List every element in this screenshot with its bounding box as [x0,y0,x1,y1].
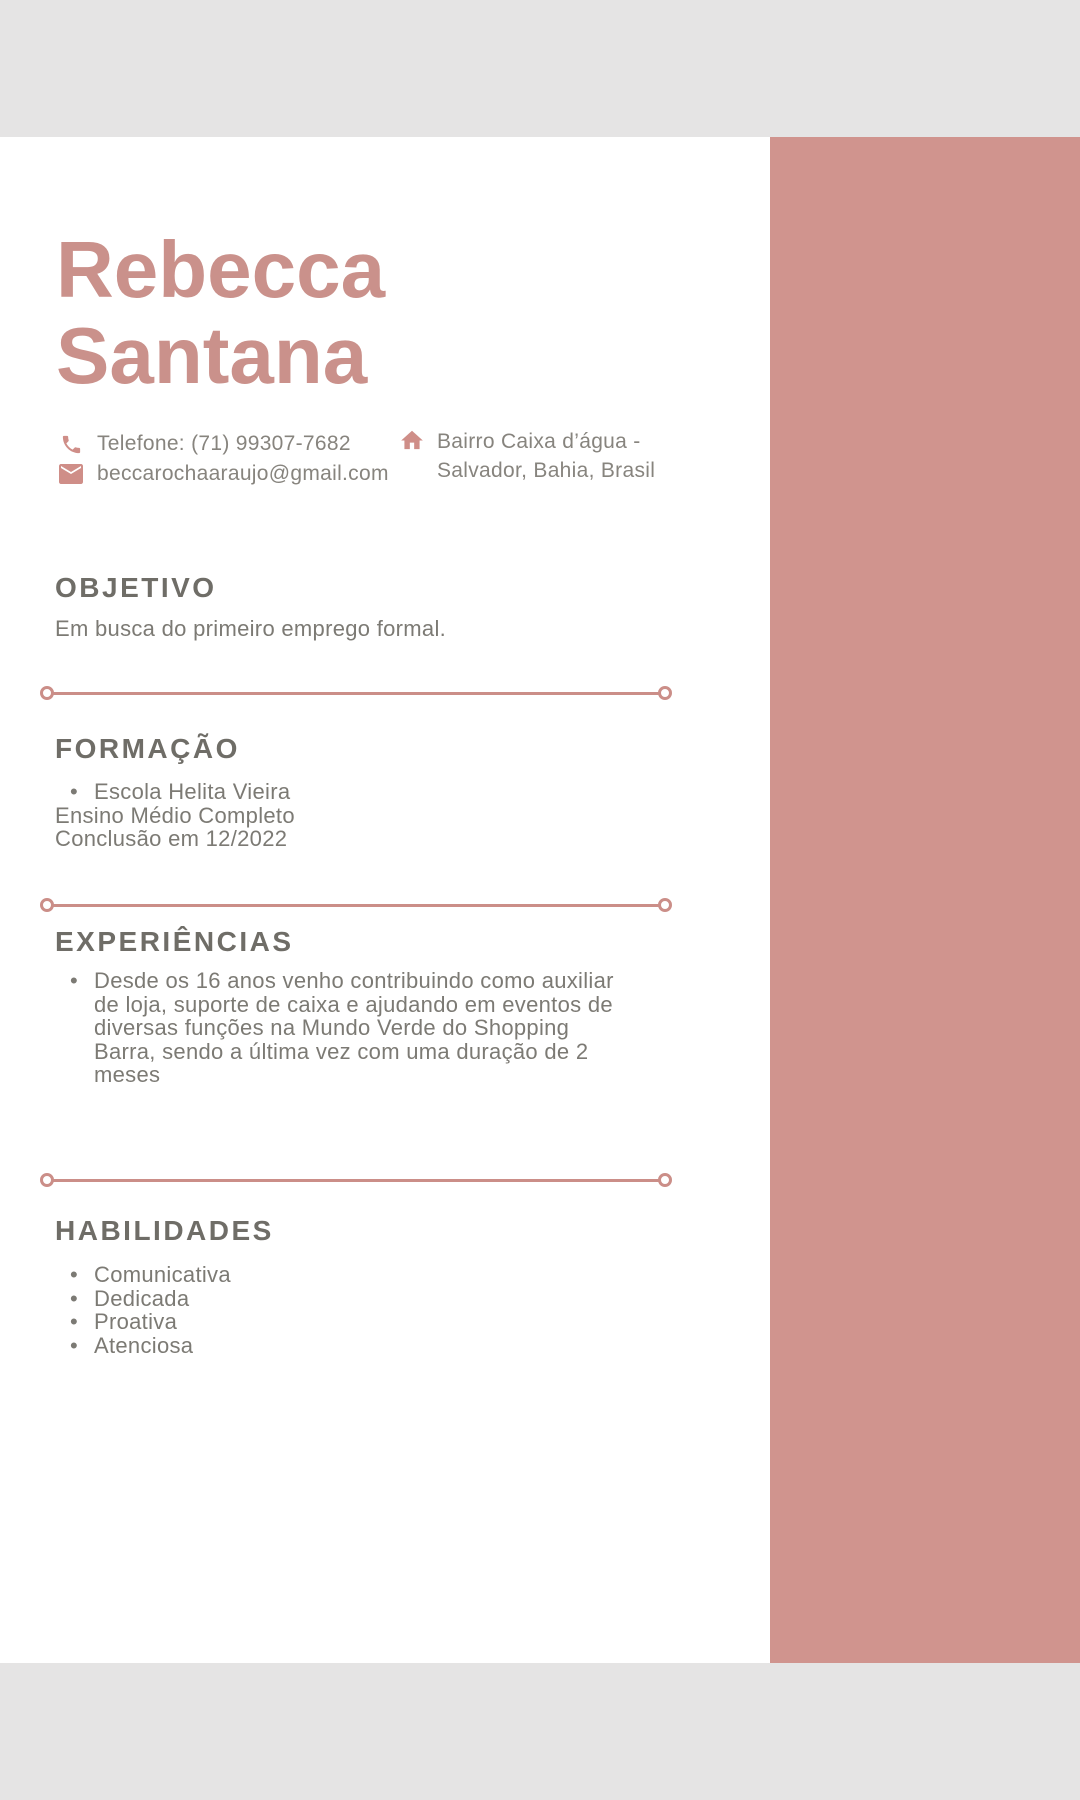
last-name: Santana [56,311,368,400]
objetivo-body: Em busca do primeiro emprego formal. [55,616,447,641]
contact-block-left [58,429,389,489]
phone-icon [58,431,84,457]
section-title-experiencias: EXPERIÊNCIAS [55,926,294,957]
email-text: beccarochaaraujo@gmail.com [97,462,389,485]
divider-endpoint-right [658,686,672,700]
section-divider [40,898,672,912]
section-divider [40,686,672,700]
skill-item [55,1263,231,1287]
habilidades-list [55,1263,231,1357]
skill-label: Atenciosa [94,1332,194,1358]
section-title-formacao: FORMAÇÃO [55,733,240,764]
email-row [58,459,389,489]
address-text [437,427,655,485]
divider-endpoint-left [40,1173,54,1187]
divider-endpoint-left [40,686,54,700]
bullet-glyph: • [70,1262,79,1287]
home-icon [399,427,425,453]
experiencias-body [55,969,626,1087]
divider-line [47,692,665,695]
section-divider [40,1173,672,1187]
skill-item [55,1334,231,1358]
formacao-conclusion: Conclusão em 12/2022 [55,826,288,851]
section-title-habilidades: HABILIDADES [55,1215,274,1246]
address-line1: Bairro Caixa d’água - [437,430,641,453]
accent-sidebar [770,137,1080,1663]
formacao-school: Escola Helita Vieira [94,779,291,804]
section-title-objetivo: OBJETIVO [55,572,217,603]
skill-item [55,1310,231,1334]
contact-block-right [399,427,655,485]
formacao-degree: Ensino Médio Completo [55,802,295,828]
bullet-glyph: • [70,1309,79,1334]
candidate-name [56,227,385,399]
divider-endpoint-left [40,898,54,912]
phone-text: Telefone: (71) 99307-7682 [97,432,351,455]
skill-label: Dedicada [94,1285,190,1311]
skill-label: Comunicativa [94,1262,231,1287]
bullet-glyph: • [70,779,79,804]
first-name: Rebecca [56,225,386,314]
experiencias-entry [55,969,626,1087]
resume-page [0,137,1080,1663]
formacao-entry [55,780,295,804]
skill-label: Proativa [94,1309,178,1334]
skill-item [55,1287,231,1311]
formacao-body [55,780,295,851]
divider-endpoint-right [658,1173,672,1187]
phone-row [58,429,389,459]
experiencias-text: Desde os 16 anos venho contribuindo como auxiliar de loja, suporte de caixa e ajudando em eventos de diversas funções na Mundo Verde do Shopping Barra, sendo a última vez com uma duração de 2 meses [94,968,614,1087]
bullet-glyph: • [70,968,79,993]
address-line2: Salvador, Bahia, Brasil [437,459,656,482]
divider-endpoint-right [658,898,672,912]
bullet-glyph: • [70,1285,79,1311]
resume-content [0,137,770,1663]
divider-line [47,904,665,907]
bullet-glyph: • [70,1332,79,1358]
divider-line [47,1179,665,1182]
envelope-icon [58,461,84,487]
